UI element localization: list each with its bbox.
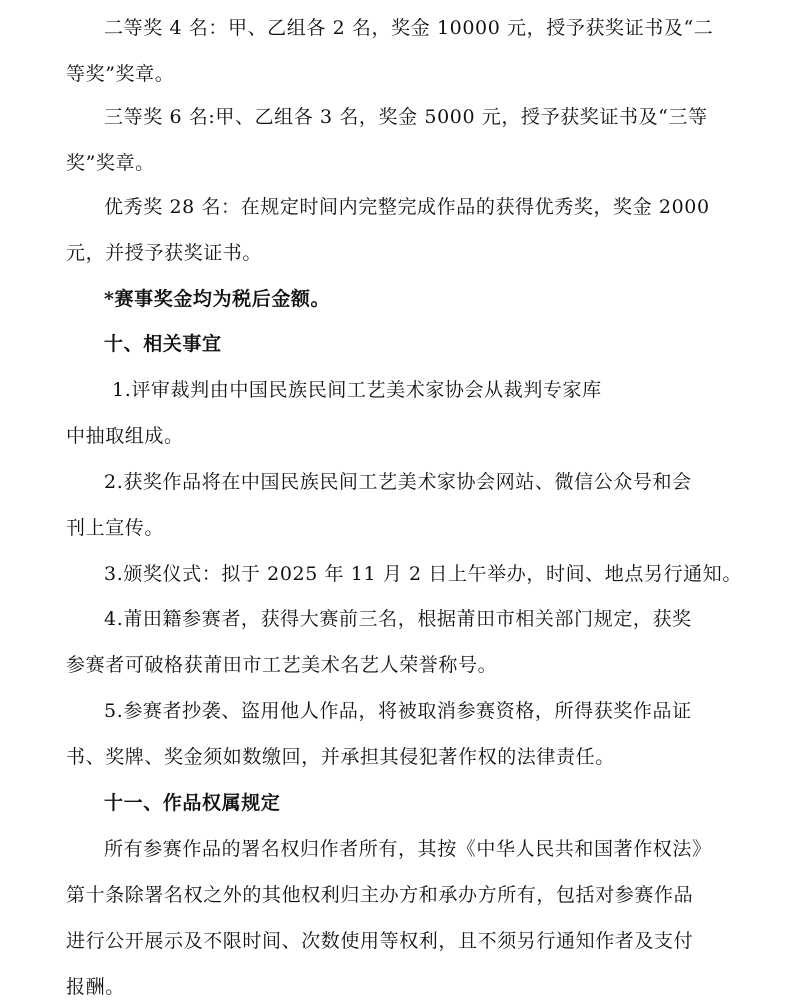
prize-second-line-1: 二等奖 4 名：甲、乙组各 2 名，奖金 10000 元，授予获奖证书及“二 [104, 17, 714, 39]
section-heading-eleven: 十一、作品权属规定 [104, 792, 281, 814]
copyright-line-4: 报酬。 [66, 976, 125, 998]
item-2-line-1: 2.获奖作品将在中国民族民间工艺美术家协会网站、微信公众号和会 [104, 471, 692, 493]
item-3-line-1: 3.颁奖仪式：拟于 2025 年 11 月 2 日上午举办，时间、地点另行通知。 [104, 563, 742, 585]
copyright-line-3: 进行公开展示及不限时间、次数使用等权利，且不须另行通知作者及支付 [66, 930, 694, 952]
prize-excellence-line-1: 优秀奖 28 名：在规定时间内完整完成作品的获得优秀奖，奖金 2000 [104, 196, 710, 218]
copyright-line-2: 第十条除署名权之外的其他权利归主办方和承办方所有，包括对参赛作品 [66, 884, 694, 906]
item-5-line-1: 5.参赛者抄袭、盗用他人作品，将被取消参赛资格，所得获奖作品证 [104, 700, 692, 722]
item-2-line-2: 刊上宣传。 [66, 517, 165, 539]
prize-third-line-1: 三等奖 6 名:甲、乙组各 3 名，奖金 5000 元，授予获奖证书及“三等 [104, 106, 708, 128]
section-heading-ten: 十、相关事宜 [104, 333, 222, 355]
prize-second-line-2: 等奖”奖章。 [66, 63, 175, 85]
item-4-line-2: 参赛者可破格获莆田市工艺美术名艺人荣誉称号。 [66, 654, 498, 676]
prize-third-line-2: 奖”奖章。 [66, 152, 155, 174]
item-1-line-1: 1.评审裁判由中国民族民间工艺美术家协会从裁判专家库 [112, 379, 602, 401]
tax-note: *赛事奖金均为税后金额。 [104, 288, 331, 310]
copyright-line-1: 所有参赛作品的署名权归作者所有，其按《中华人民共和国著作权法》 [104, 838, 712, 860]
item-5-line-2: 书、奖牌、奖金须如数缴回，并承担其侵犯著作权的法律责任。 [66, 746, 615, 768]
item-1-line-2: 中抽取组成。 [66, 425, 184, 447]
prize-excellence-line-2: 元，并授予获奖证书。 [66, 242, 263, 264]
item-4-line-1: 4.莆田籍参赛者，获得大赛前三名，根据莆田市相关部门规定，获奖 [104, 608, 692, 630]
